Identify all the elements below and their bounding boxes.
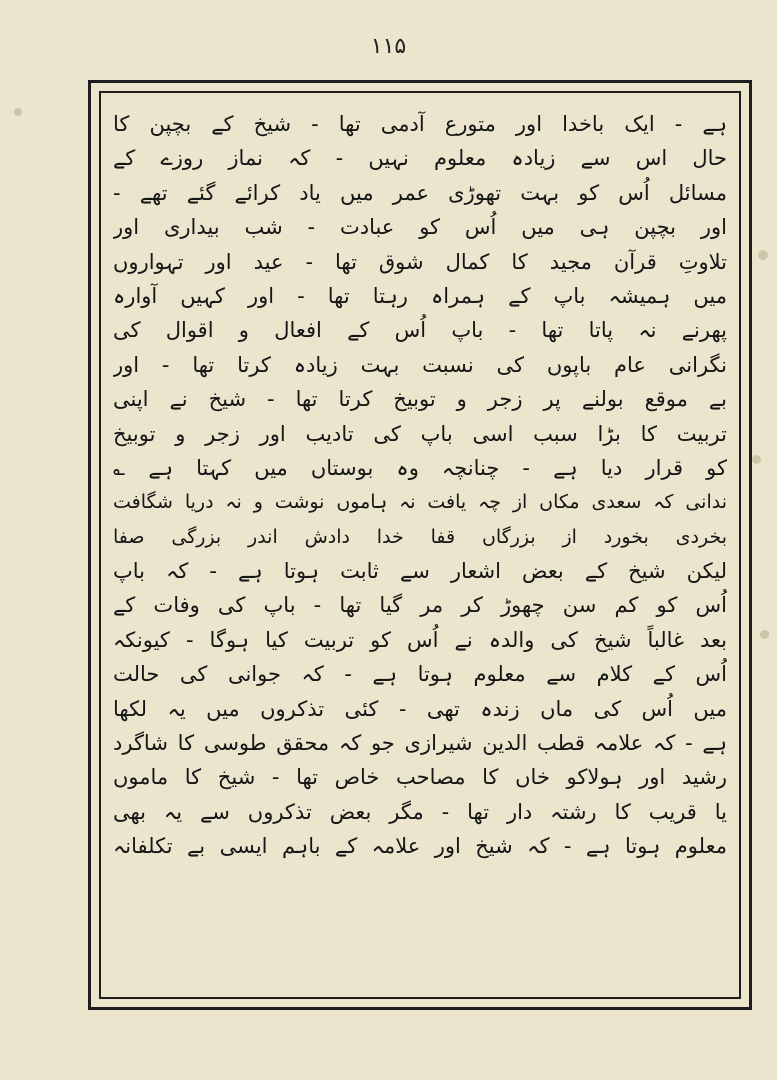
text-line: بے موقع بولنے پر زجر و توبیخ کرتا تھا - شیخ نے اپنی <box>113 387 727 412</box>
paper-stain <box>752 455 761 464</box>
verse-line: بخردی بخورد از بزرگاں قفا خدا دادش اندر بزرگی صفا <box>113 525 727 548</box>
text-line: ہے - ایک باخدا اور متورع آدمی تھا - شیخ کے بچپن کا <box>113 112 727 136</box>
text-line: اُس کو کم سن چھوڑ کر مر گیا تھا - باپ کی وفات کے <box>113 593 727 618</box>
text-line: حال اس سے زیادہ معلوم نہیں - کہ نماز روزے کے <box>113 146 727 171</box>
paper-stain <box>760 630 769 639</box>
text-line: رشید اور ہولاکو خاں کا مصاحب خاص تھا - شیخ کا ماموں <box>113 765 727 790</box>
text-frame-inner <box>99 91 741 999</box>
text-line: یا قریب کا رشتہ دار تھا - مگر بعض تذکروں سے یہ بھی <box>113 799 727 824</box>
text-line: تلاوتِ قرآن مجید کا کمال شوق تھا - عید اور تہواروں <box>113 249 727 274</box>
verse-line: ندانی کہ سعدی مکاں از چہ یافت نہ ہاموں نوشت و نہ دریا شگافت <box>113 491 727 514</box>
text-line: پھرنے نہ پاتا تھا - باپ اُس کے افعال و اقوال کی <box>113 318 727 343</box>
text-line: بعد غالباً شیخ کی والدہ نے اُس کو تربیت کیا ہوگا - کیونکہ <box>113 627 727 652</box>
paper-stain <box>758 250 768 260</box>
text-line: مسائل اُس کو بہت تھوڑی عمر میں یاد کرائے گئے تھے - <box>113 180 727 205</box>
text-line: تربیت کا بڑا سبب اسی باپ کی تادیب اور زجر و توبیخ <box>113 421 727 446</box>
text-line: نگرانی عام باپوں کی نسبت بہت زیادہ کرتا تھا - اور <box>113 352 727 377</box>
text-line: لیکن شیخ کے بعض اشعار سے ثابت ہوتا ہے - کہ باپ <box>113 559 727 584</box>
text-line: کو قرار دیا ہے - چنانچہ وہ بوستاں میں کہتا ہے ؎ <box>113 455 727 480</box>
text-line: اُس کے کلام سے معلوم ہوتا ہے - کہ جوانی کی حالت <box>113 662 727 687</box>
text-line: ہے - کہ علامہ قطب الدین شیرازی جو کہ محقق طوسی کا شاگرد <box>113 731 727 756</box>
paper-stain <box>14 108 22 116</box>
text-frame <box>88 80 752 1010</box>
text-line: معلوم ہوتا ہے - کہ شیخ اور علامہ کے باہم ایسی بے تکلفانہ <box>113 834 727 859</box>
page-number: ۱۱۵ <box>370 34 407 59</box>
body-text <box>113 107 727 987</box>
text-line: میں اُس کی ماں زندہ تھی - کئی تذکروں میں یہ لکھا <box>113 696 727 721</box>
text-line: میں ہمیشہ باپ کے ہمراہ رہتا تھا - اور کہیں آوارہ <box>113 283 727 308</box>
text-line: اور بچپن ہی میں اُس کو عبادت - شب بیداری اور <box>113 215 727 240</box>
